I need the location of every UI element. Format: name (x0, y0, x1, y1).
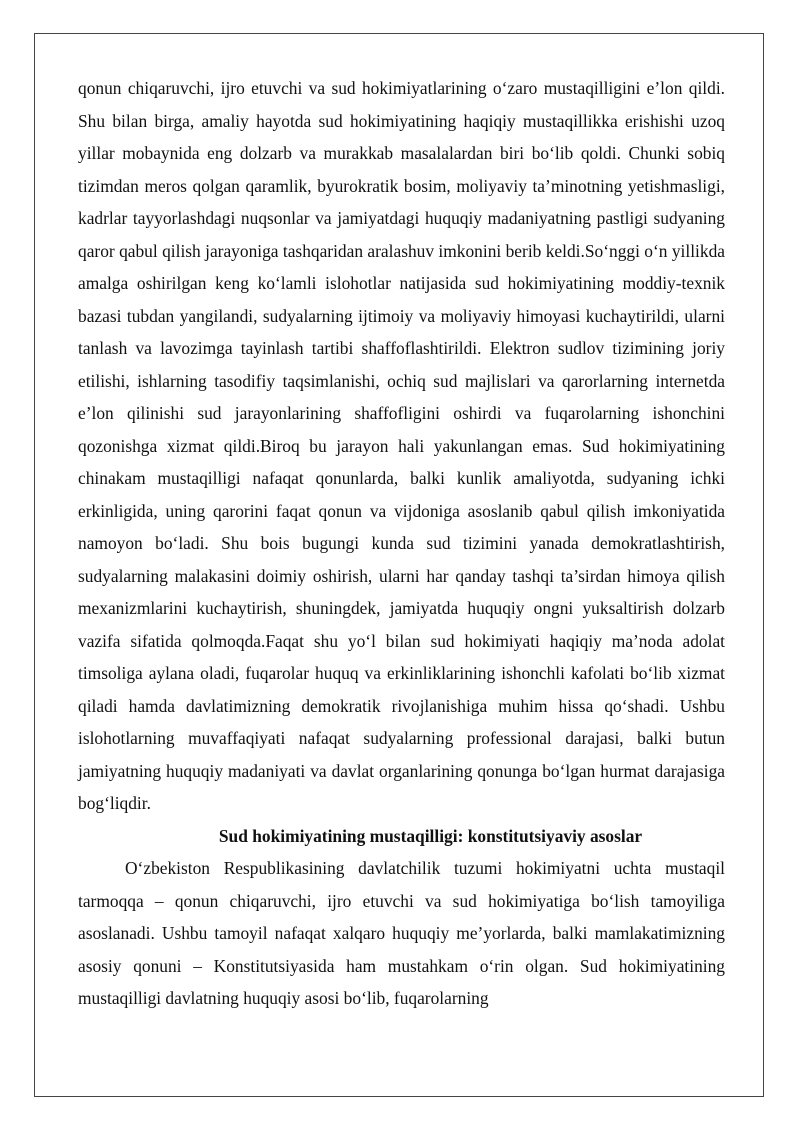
document-body (78, 72, 725, 1015)
section-heading: Sud hokimiyatining mustaqilligi: konstitutsiyaviy asoslar (218, 825, 643, 846)
body-paragraph: qonun chiqaruvchi, ijro etuvchi va sud hokimiyatlarining o‘zaro mustaqilligini e’lon qildi. Shu bilan birga, amaliy hayotda sud hokimiyatining haqiqiy mustaqillikka erishishi uzoq yillar mobaynida eng dolzarb va murakkab masalalardan biri bo‘lib qoldi. Chunki sobiq tizimdan meros qolgan qaramlik, byurokratik bosim, moliyaviy ta’minotning yetishmasligi, kadrlar tayyorlashdagi nuqsonlar va jamiyatdagi huquqiy madaniyatning pastligi sudyaning qaror qabul qilish jarayoniga tashqaridan aralashuv imkonini berib keldi.So‘nggi o‘n yillikda amalga oshirilgan keng ko‘lamli islohotlar natijasida sud hokimiyatining moddiy-texnik bazasi tubdan yangilandi, sudyalarning ijtimoiy va moliyaviy himoyasi kuchaytirildi, ularni tanlash va lavozimga tayinlash tartibi shaffoflashtirildi. Elektron sudlov tizimining joriy etilishi, ishlarning tasodifiy taqsimlanishi, ochiq sud majlislari va qarorlarning internetda e’lon qilinishi sud jarayonlarining shaffofligini oshirdi va fuqarolarning ishonchini qozonishga xizmat qildi.Biroq bu jarayon hali yakunlangan emas. Sud hokimiyatining chinakam mustaqilligi nafaqat qonunlarda, balki kunlik amaliyotda, sudyaning ichki erkinligida, uning qarorini faqat qonun va vijdoniga asoslanib qabul qilish imkoniyatida namoyon bo‘ladi. Shu bois bugungi kunda sud tizimini yanada demokratlashtirish, sudyalarning malakasini doimiy oshirish, ularni har qanday tashqi ta’sirdan himoya qilish mexanizmlarini kuchaytirish, shuningdek, jamiyatda huquqiy ongni yuksaltirish dolzarb vazifa sifatida qolmoqda.Faqat shu yo‘l bilan sud hokimiyati haqiqiy ma’noda adolat timsoliga aylana oladi, fuqarolar huquq va erkinliklarining ishonchli kafolati bo‘lib xizmat qiladi hamda davlatimizning demokratik rivojlanishiga muhim hissa qo‘shadi. Ushbu islohotlarning muvaffaqiyati nafaqat sudyalarning professional darajasi, balki butun jamiyatning huquqiy madaniyati va davlat organlarining qonunga bo‘lgan hurmat darajasiga bog‘liqdir. (78, 78, 725, 813)
body-paragraph: O‘zbekiston Respublikasining davlatchilik tuzumi hokimiyatni uchta mustaqil tarmoqqa – qonun chiqaruvchi, ijro etuvchi va sud hokimiyatiga bo‘lish tamoyiliga asoslanadi. Ushbu tamoyil nafaqat xalqaro huquqiy me’yorlarda, balki mamlakatimizning asosiy qonuni – Konstitutsiyasida ham mustahkam o‘rin olgan. Sud hokimiyatining mustaqilligi davlatning huquqiy asosi bo‘lib, fuqarolarning (78, 858, 725, 1008)
